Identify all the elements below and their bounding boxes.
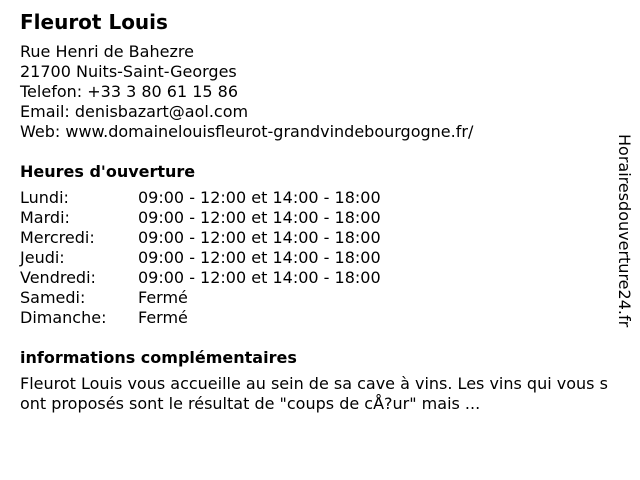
hours-table — [20, 188, 610, 328]
day-hours: 09:00 - 12:00 et 14:00 - 18:00 — [138, 228, 381, 247]
day-label: Jeudi: — [20, 248, 65, 267]
city-line: 21700 Nuits-Saint-Georges — [20, 62, 237, 81]
day-label: Dimanche: — [20, 308, 107, 327]
hours-row-saturday — [20, 288, 610, 308]
business-name: Fleurot Louis — [20, 10, 168, 34]
hours-row-tuesday — [20, 208, 610, 228]
day-hours: 09:00 - 12:00 et 14:00 - 18:00 — [138, 268, 381, 287]
phone-line: Telefon: +33 3 80 61 15 86 — [20, 82, 239, 101]
day-label: Samedi: — [20, 288, 86, 307]
day-label: Lundi: — [20, 188, 69, 207]
info-description: Fleurot Louis vous accueille au sein de sa cave à vins. Les vins qui vous sont proposés sont le résultat de "coups de cÅ?ur" mais ... — [20, 374, 608, 413]
site-watermark — [612, 134, 640, 350]
day-hours: 09:00 - 12:00 et 14:00 - 18:00 — [138, 248, 381, 267]
hours-heading: Heures d'ouverture — [20, 162, 196, 181]
hours-row-monday — [20, 188, 610, 208]
day-hours: Fermé — [138, 288, 188, 307]
day-label: Vendredi: — [20, 268, 96, 287]
hours-row-thursday — [20, 248, 610, 268]
day-label: Mercredi: — [20, 228, 95, 247]
web-line: Web: www.domainelouisfleurot-grandvindebourgogne.fr/ — [20, 122, 474, 141]
business-info-panel — [20, 10, 610, 414]
info-heading: informations complémentaires — [20, 348, 297, 367]
address-line: Rue Henri de Bahezre — [20, 42, 194, 61]
hours-row-friday — [20, 268, 610, 288]
day-label: Mardi: — [20, 208, 70, 227]
hours-row-sunday — [20, 308, 610, 328]
hours-row-wednesday — [20, 228, 610, 248]
day-hours: 09:00 - 12:00 et 14:00 - 18:00 — [138, 208, 381, 227]
day-hours: 09:00 - 12:00 et 14:00 - 18:00 — [138, 188, 381, 207]
day-hours: Fermé — [138, 308, 188, 327]
email-line: Email: denisbazart@aol.com — [20, 102, 249, 121]
watermark-text: Horairesdouverture24.fr — [615, 134, 634, 328]
